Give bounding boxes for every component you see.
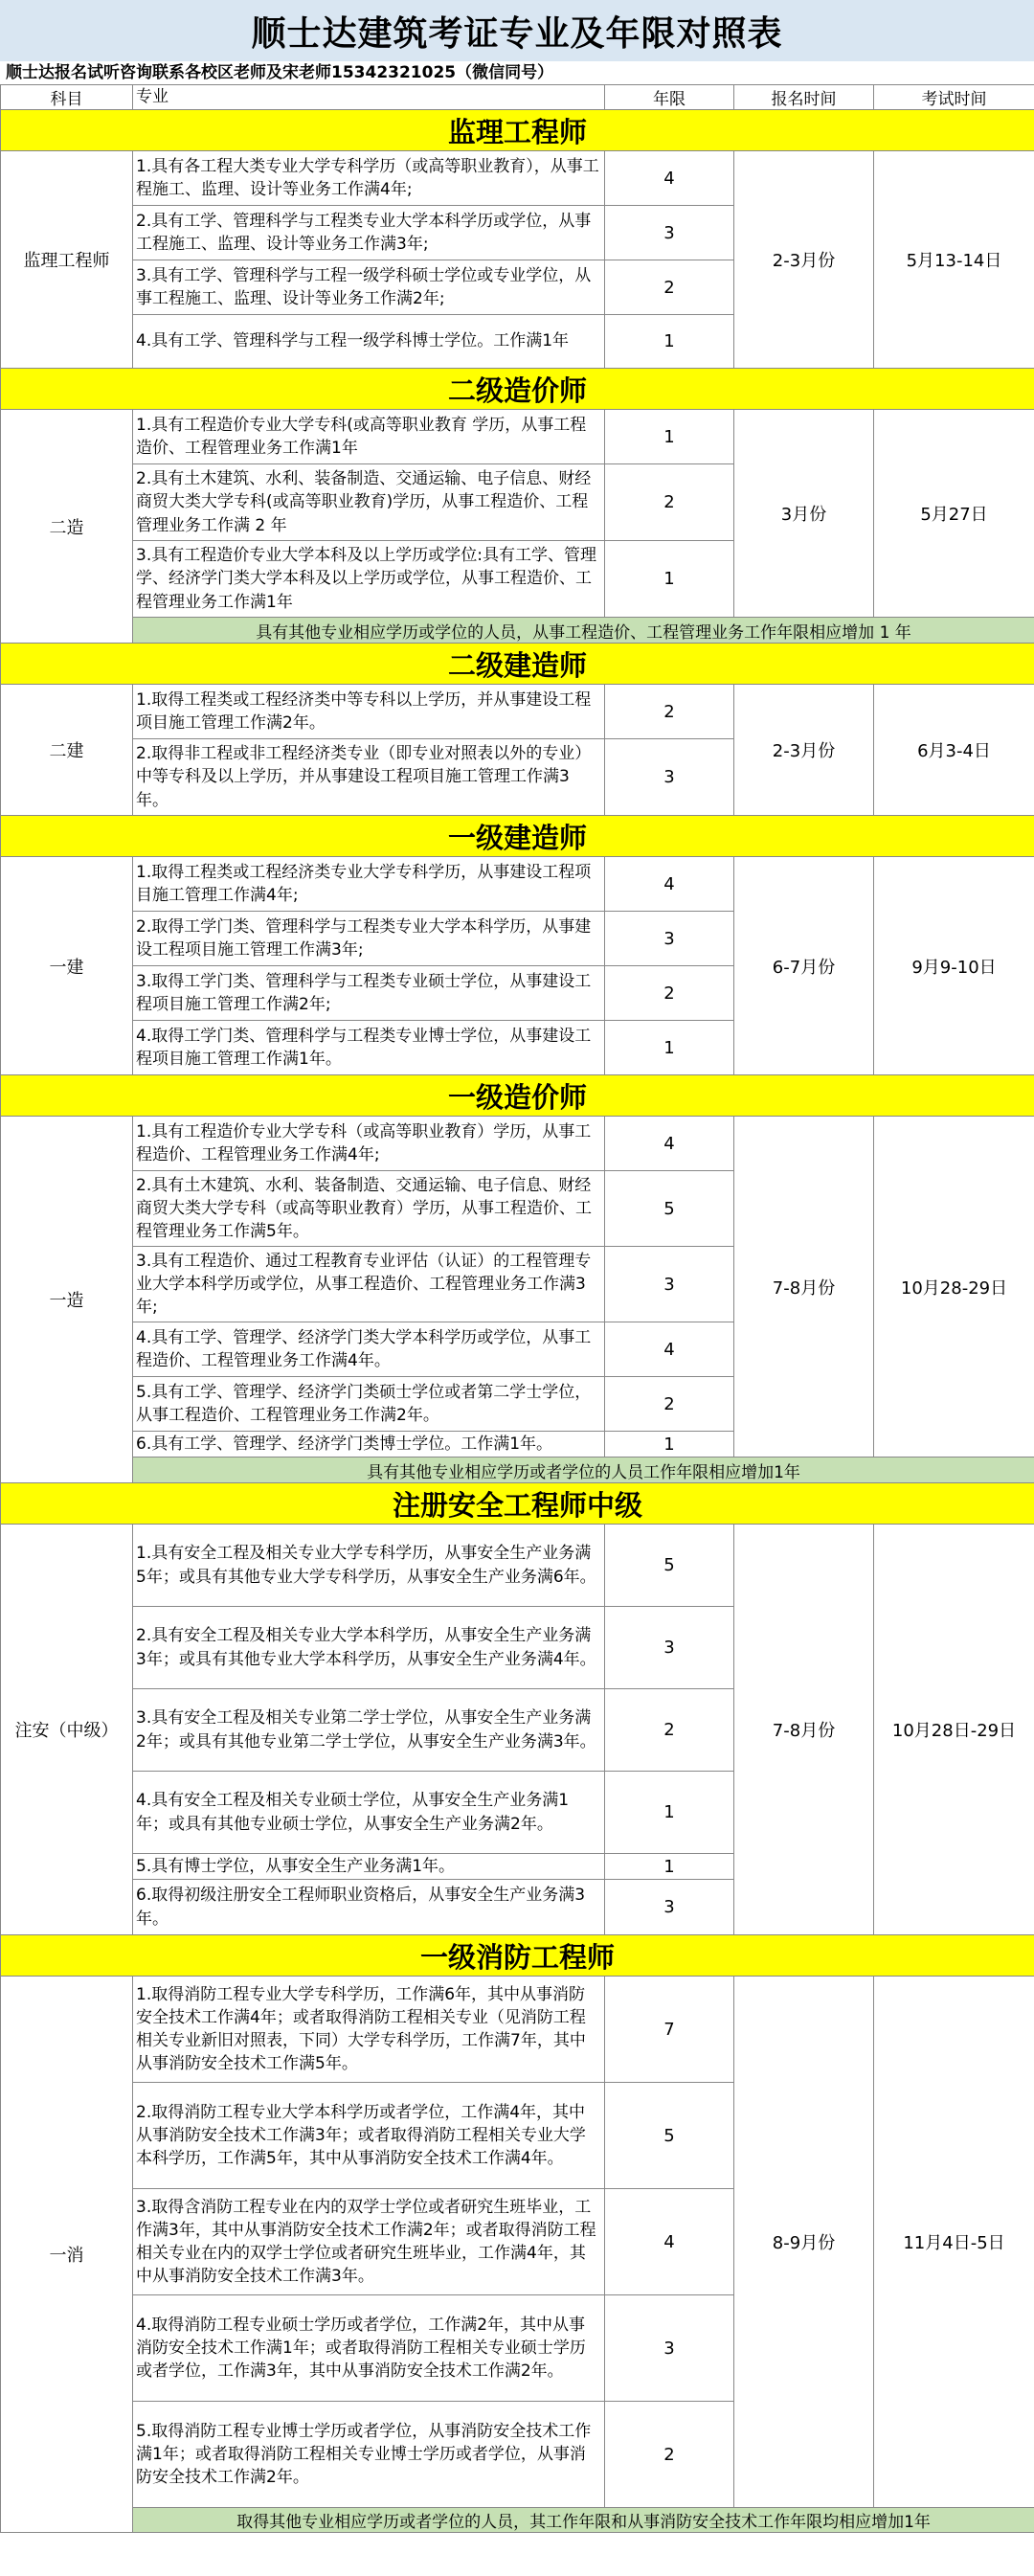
years-cell: 3 (605, 1607, 734, 1689)
requirement-cell: 3.取得含消防工程专业在内的双学士学位或者研究生班毕业，工作满3年，其中从事消防安全技术工作满2年；或者取得消防工程相关专业在内的双学士学位或者研究生班毕业，工作满4年，其中从事消防安全技术工作满3年。 (133, 2189, 605, 2295)
header-registration: 报名时间 (734, 85, 874, 110)
years-cell: 1 (605, 1432, 734, 1457)
table-row (1, 1117, 1034, 1171)
years-cell: 5 (605, 1171, 734, 1247)
table-row (1, 410, 1034, 464)
header-exam: 考试时间 (874, 85, 1034, 110)
subject-cell: 监理工程师 (1, 151, 133, 369)
years-cell: 1 (605, 1772, 734, 1854)
years-cell: 3 (605, 206, 734, 260)
years-cell: 2 (605, 2402, 734, 2508)
requirement-cell: 2.具有安全工程及相关专业大学本科学历，从事安全生产业务满3年；或具有其他专业大学本科学历，从事安全生产业务满4年。 (133, 1607, 605, 1689)
requirement-cell: 4.取得工学门类、管理科学与工程类专业博士学位，从事建设工程项目施工管理工作满1年。 (133, 1021, 605, 1075)
registration-cell: 8-9月份 (734, 1977, 874, 2508)
requirement-cell: 2.取得非工程或非工程经济类专业（即专业对照表以外的专业）中等专科及以上学历，并从事建设工程项目施工管理工作满3年。 (133, 739, 605, 816)
requirement-cell: 1.取得工程类或工程经济类中等专科以上学历，并从事建设工程项目施工管理工作满2年。 (133, 685, 605, 739)
section-heading-row (1, 1483, 1034, 1525)
years-cell: 2 (605, 1377, 734, 1432)
years-cell: 7 (605, 1977, 734, 2083)
section-heading: 二级建造师 (1, 644, 1034, 685)
page-title: 顺士达建筑考证专业及年限对照表 (0, 0, 1034, 61)
note-row (1, 1457, 1034, 1483)
section-note: 具有其他专业相应学历或学位的人员，从事工程造价、工程管理业务工作年限相应增加 1 年 (133, 618, 1034, 644)
years-cell: 3 (605, 2295, 734, 2402)
requirement-cell: 1.具有工程造价专业大学专科(或高等职业教育 学历，从事工程造价、工程管理业务工作满1年 (133, 410, 605, 464)
subject-cell: 注安（中级） (1, 1525, 133, 1935)
table-row (1, 151, 1034, 206)
requirement-cell: 5.取得消防工程专业博士学历或者学位，从事消防安全技术工作满1年；或者取得消防工程相关专业博士学历或者学位，从事消防安全技术工作满2年。 (133, 2402, 605, 2508)
years-cell: 1 (605, 1854, 734, 1880)
years-cell: 4 (605, 857, 734, 912)
years-cell: 2 (605, 1689, 734, 1772)
section-heading: 一级造价师 (1, 1075, 1034, 1117)
exam-cell: 6月3-4日 (874, 685, 1034, 816)
years-cell: 1 (605, 1021, 734, 1075)
requirement-cell: 2.具有土木建筑、水利、装备制造、交通运输、电子信息、财经商贸大类大学专科（或高等职业教育）学历，从事工程造价、工程管理业务工作满5年。 (133, 1171, 605, 1247)
years-cell: 1 (605, 315, 734, 369)
years-cell: 5 (605, 2083, 734, 2189)
table-row (1, 1525, 1034, 1607)
requirement-cell: 1.具有工程造价专业大学专科（或高等职业教育）学历，从事工程造价、工程管理业务工作满4年; (133, 1117, 605, 1171)
subject-cell: 一消 (1, 1977, 133, 2533)
note-row (1, 2508, 1034, 2533)
requirement-cell: 6.具有工学、管理学、经济学门类博士学位。工作满1年。 (133, 1432, 605, 1457)
years-cell: 2 (605, 464, 734, 541)
subject-cell: 二造 (1, 410, 133, 644)
years-cell: 3 (605, 1247, 734, 1322)
requirement-cell: 4.具有工学、管理学、经济学门类大学本科学历或学位，从事工程造价、工程管理业务工作满4年。 (133, 1322, 605, 1377)
requirement-cell: 1.具有安全工程及相关专业大学专科学历，从事安全生产业务满5年；或具有其他专业大学专科学历，从事安全生产业务满6年。 (133, 1525, 605, 1607)
requirement-cell: 3.具有安全工程及相关专业第二学士学位，从事安全生产业务满2年；或具有其他专业第二学士学位，从事安全生产业务满3年。 (133, 1689, 605, 1772)
header-years: 年限 (605, 85, 734, 110)
exam-cell: 11月4日-5日 (874, 1977, 1034, 2508)
note-row (1, 618, 1034, 644)
registration-cell: 6-7月份 (734, 857, 874, 1075)
requirement-cell: 2.具有工学、管理科学与工程类专业大学本科学历或学位，从事工程施工、监理、设计等业务工作满3年; (133, 206, 605, 260)
registration-cell: 7-8月份 (734, 1525, 874, 1935)
years-cell: 3 (605, 739, 734, 816)
requirement-cell: 5.具有工学、管理学、经济学门类硕士学位或者第二学士学位，从事工程造价、工程管理业务工作满2年。 (133, 1377, 605, 1432)
table-body (1, 85, 1034, 2533)
section-heading-row (1, 1935, 1034, 1977)
requirement-cell: 3.具有工学、管理科学与工程一级学科硕士学位或专业学位，从事工程施工、监理、设计等业务工作满2年; (133, 260, 605, 315)
registration-cell: 3月份 (734, 410, 874, 618)
registration-cell: 7-8月份 (734, 1117, 874, 1457)
header-subject: 科目 (1, 85, 133, 110)
section-heading-row (1, 816, 1034, 857)
section-heading-row (1, 110, 1034, 151)
requirement-cell: 4.具有安全工程及相关专业硕士学位，从事安全生产业务满1年；或具有其他专业硕士学位，从事安全生产业务满2年。 (133, 1772, 605, 1854)
section-heading: 二级造价师 (1, 369, 1034, 410)
section-heading: 一级建造师 (1, 816, 1034, 857)
years-cell: 2 (605, 685, 734, 739)
subject-cell: 二建 (1, 685, 133, 816)
requirement-cell: 4.具有工学、管理科学与工程一级学科博士学位。工作满1年 (133, 315, 605, 369)
requirement-cell: 1.取得工程类或工程经济类专业大学专科学历，从事建设工程项目施工管理工作满4年; (133, 857, 605, 912)
section-heading: 一级消防工程师 (1, 1935, 1034, 1977)
years-cell: 3 (605, 912, 734, 966)
subject-cell: 一建 (1, 857, 133, 1075)
table-row (1, 1977, 1034, 2083)
registration-cell: 2-3月份 (734, 685, 874, 816)
requirement-cell: 3.具有工程造价、通过工程教育专业评估（认证）的工程管理专业大学本科学历或学位，从事工程造价、工程管理业务工作满3年; (133, 1247, 605, 1322)
years-cell: 1 (605, 410, 734, 464)
years-cell: 5 (605, 1525, 734, 1607)
years-cell: 3 (605, 1880, 734, 1935)
years-cell: 1 (605, 541, 734, 618)
exam-cell: 5月27日 (874, 410, 1034, 618)
requirement-cell: 3.具有工程造价专业大学本科及以上学历或学位:具有工学、管理学、经济学门类大学本科及以上学历或学位，从事工程造价、工程管理业务工作满1年 (133, 541, 605, 618)
registration-cell: 2-3月份 (734, 151, 874, 369)
section-heading-row (1, 369, 1034, 410)
years-cell: 4 (605, 151, 734, 206)
table-header-row (1, 85, 1034, 110)
exam-cell: 10月28日-29日 (874, 1525, 1034, 1935)
years-cell: 4 (605, 1117, 734, 1171)
years-cell: 2 (605, 966, 734, 1021)
section-note: 具有其他专业相应学历或者学位的人员工作年限相应增加1年 (133, 1457, 1034, 1483)
requirement-cell: 2.取得消防工程专业大学本科学历或者学位，工作满4年，其中从事消防安全技术工作满3年；或者取得消防工程相关专业大学本科学历，工作满5年，其中从事消防安全技术工作满4年。 (133, 2083, 605, 2189)
header-requirement: 专业 (133, 85, 605, 110)
exam-cell: 10月28-29日 (874, 1117, 1034, 1457)
contact-line: 顺士达报名试听咨询联系各校区老师及宋老师15342321025（微信同号） (6, 63, 554, 82)
requirement-cell: 6.取得初级注册安全工程师职业资格后，从事安全生产业务满3年。 (133, 1880, 605, 1935)
requirement-cell: 3.取得工学门类、管理科学与工程类专业硕士学位，从事建设工程项目施工管理工作满2年; (133, 966, 605, 1021)
requirement-cell: 5.具有博士学位，从事安全生产业务满1年。 (133, 1854, 605, 1880)
requirement-cell: 2.具有土木建筑、水利、装备制造、交通运输、电子信息、财经商贸大类大学专科(或高等职业教育)学历，从事工程造价、工程管理业务工作满 2 年 (133, 464, 605, 541)
requirement-cell: 4.取得消防工程专业硕士学历或者学位，工作满2年，其中从事消防安全技术工作满1年；或者取得消防工程相关专业硕士学历或者学位，工作满3年，其中从事消防安全技术工作满2年。 (133, 2295, 605, 2402)
section-heading-row (1, 644, 1034, 685)
exam-cell: 5月13-14日 (874, 151, 1034, 369)
requirement-cell: 1.取得消防工程专业大学专科学历，工作满6年，其中从事消防安全技术工作满4年；或者取得消防工程相关专业（见消防工程相关专业新旧对照表，下同）大学专科学历，工作满7年，其中从事消防安全技术工作满5年。 (133, 1977, 605, 2083)
years-cell: 4 (605, 1322, 734, 1377)
years-cell: 2 (605, 260, 734, 315)
requirement-cell: 1.具有各工程大类专业大学专科学历（或高等职业教育），从事工程施工、监理、设计等业务工作满4年; (133, 151, 605, 206)
requirements-table (0, 84, 1034, 2533)
exam-cell: 9月9-10日 (874, 857, 1034, 1075)
table-row (1, 857, 1034, 912)
subject-cell: 一造 (1, 1117, 133, 1483)
section-heading-row (1, 1075, 1034, 1117)
table-row (1, 685, 1034, 739)
requirement-cell: 2.取得工学门类、管理科学与工程类专业大学本科学历，从事建设工程项目施工管理工作满3年; (133, 912, 605, 966)
section-heading: 监理工程师 (1, 110, 1034, 151)
years-cell: 4 (605, 2189, 734, 2295)
section-note: 取得其他专业相应学历或者学位的人员，其工作年限和从事消防安全技术工作年限均相应增加1年 (133, 2508, 1034, 2533)
section-heading: 注册安全工程师中级 (1, 1483, 1034, 1525)
